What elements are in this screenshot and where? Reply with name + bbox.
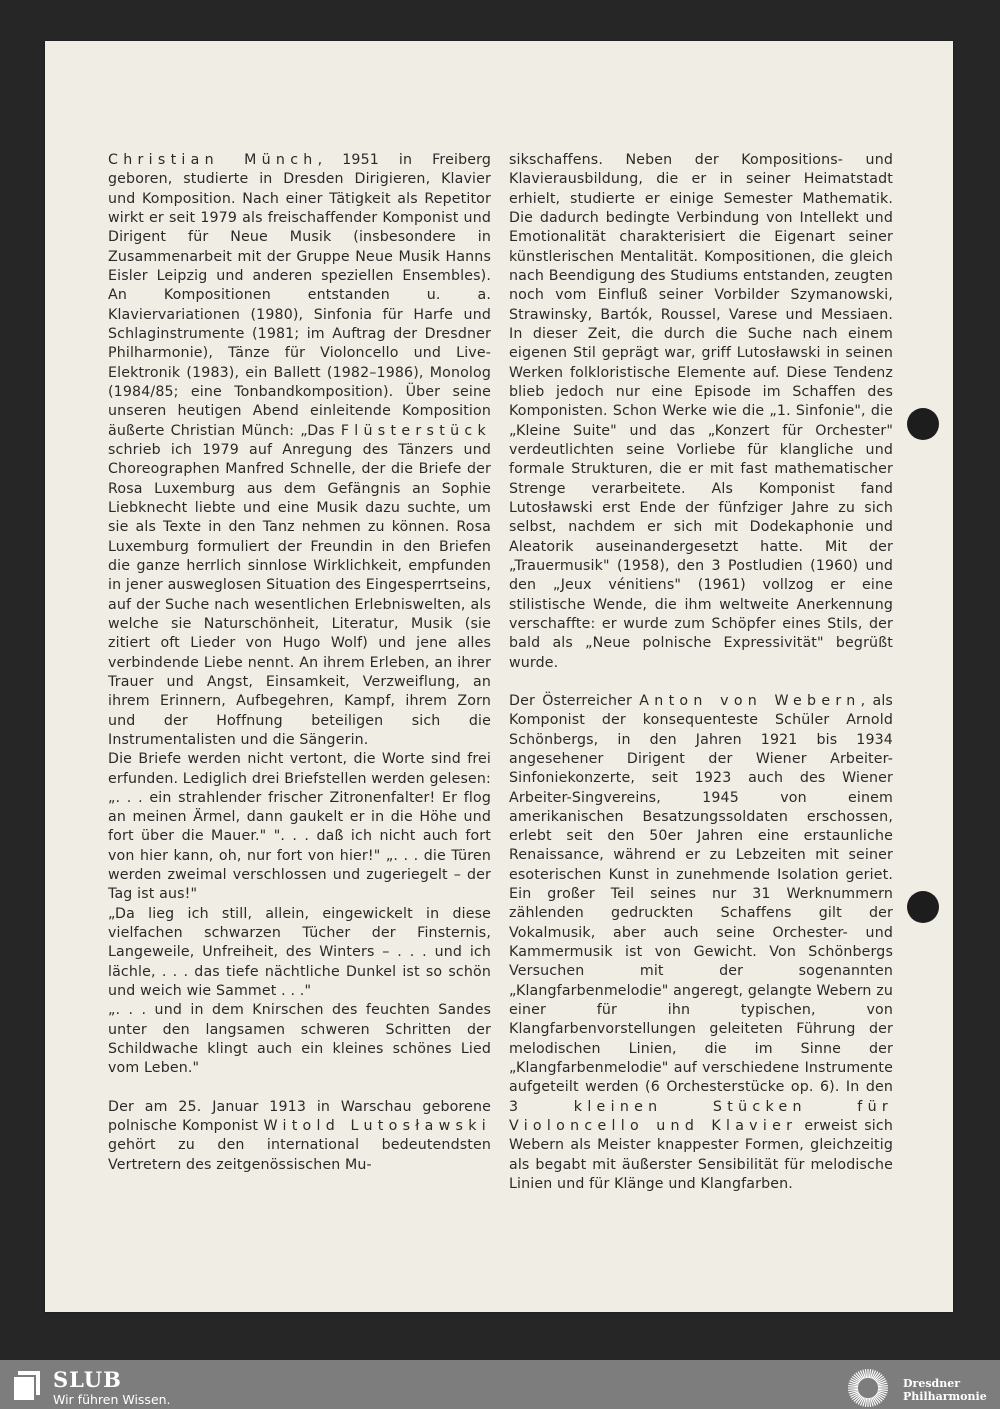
paragraph-muench [108,151,491,750]
paragraph-text: schrieb ich 1979 auf Anregung des Tänzers und Choreographen Manfred Schnelle, der die Briefe der Rosa Luxemburg aus dem Gefängnis an Sophie Liebknecht liebte und eine Musik dazu suchte, um sie als Texte in den Tanz nehmen zu können. Rosa Luxemburg formuliert der Freundin in den Briefen die ganze herrlich sinnlose Wirklichkeit, empfunden in jener ausweglosen Situation des Eingesperrtseins, auf der Suche nach wesentlichen Erlebniswelten, als welche sie Naturschönheit, Literatur, Musik (sie zitiert oft Lieder von Hugo Wolf) und jene alles verbindende Liebe nennt. An ihrem Erleben, an ihrer Trauer und Angst, Einsamkeit, Verzweiflung, an ihrem Erinnern, Aufbegehren, Kampf, ihrem Zorn und der Hoffnung beteiligen sich die Instrumentalisten und die Sängerin. [108,441,491,748]
paragraph-webern [509,692,893,1195]
logo-ray [848,1389,858,1390]
logo-ray [848,1386,858,1387]
left-column [108,151,491,1175]
logo-ray [865,1398,866,1407]
punch-hole [907,891,939,923]
paragraph-lutoslawski-cont: sikschaffens. Neben der Kompositions- und Klavierausbildung, die er in seiner Heimatstadt erhielt, studierte er einige Semester Mathematik. Die dadurch bedingte Verbindung von Intellekt und Emotionalität charakterisiert die Eigenart seiner künstlerischen Mentalität. Kompositionen, die gleich nach Beendigung des Studiums entstanden, zeugten noch vom Einfluß seiner Vorbilder Szymanowski, Strawinsky, Bartók, Roussel, Varese und Messiaen. In dieser Zeit, die durch die Suche nach einem eigenen Stil geprägt war, griff Lutosławski in seinen Werken folkloristische Elemente auf. Diese Tendenz blieb jedoch nur eine Episode im Schaffen des Komponisten. Schon Werke wie die „1. Sinfonie", die „Kleine Suite" und das „Konzert für Orchester" verdeutlichten seine Vorliebe für klangliche und formale Strukturen, die er mit fast mathematischer Strenge verarbeitete. Als Komponist fand Lutosławski erst Ende der fünfziger Jahre zu sich selbst, nachdem er sich mit Dodekaphonie und Aleatorik auseinandergesetzt hatte. Mit der „Trauermusik" (1958), den 3 Postludien (1960) und den „Jeux vénitiens" (1961) vollzog er eine stilistische Wende, die ihm weltweite Anerkennung verschaffte: er wurde zum Schöpfer eines Stils, der bald als „Neue polnische Expressivität" begrüßt wurde. [509,152,893,671]
paragraph-text: Der am 25. Januar 1913 in Warschau geborene polnische Komponist [108,1098,491,1135]
right-column [509,151,893,1194]
partner-name-line1: Dresdner [903,1377,961,1390]
logo-ray [878,1389,888,1390]
philharmonie-logo-icon [842,1367,894,1409]
slub-logo-icon [14,1371,40,1400]
composer-name: Witold Lutosławski [263,1118,491,1135]
composer-name: Anton von Webern [639,692,861,709]
slub-logo-text[interactable]: SLUB [53,1367,122,1392]
paragraph-text: , 1951 in Freiberg geboren, studierte in Dresden Dirigieren, Klavier und Komposition. Nach einer Tätigkeit als Repetitor wirkt er seit 1979 als freischaffender Komponist und Dirigent für Neue Musik (insbesondere in Zusammenarbeit mit der Gruppe Neue Musik Hanns Eisler Leipzig und anderen speziellen Ensembles). An Kompositionen entstanden u. a. Klaviervariationen (1980), Sinfonia für Harfe und Schlaginstrumente (1981; im Auftrag der Dresdner Philharmonie), Tänze für Violoncello und Live-Elektronik (1983), ein Ballett (1982–1986), Monolog (1984/85; eine Tonbandkomposition). Über seine unseren heutigen Abend einleitende Komposition äußerte Christian Münch: „Das [108,152,491,439]
paragraph-gap [108,1079,491,1098]
paragraph-lutoslawski [108,1098,491,1175]
logo-ray [869,1369,870,1378]
logo-ray [865,1369,866,1378]
paragraph-text: gehört zu den international bedeutendsten Vertretern des zeitgenössischen Mu- [108,1137,491,1173]
paragraph-quote-1: „Da lieg ich still, allein, eingewickelt in diese vielfachen schwarzen Tücher der Finsternis, Langeweile, Unfreiheit, des Winters – . . . und ich lächle, . . . das tiefe nächtliche Dunkel ist so schön und weich wie Sammet . . ." [108,905,491,1000]
partner-name-line2: Philharmonie [903,1390,987,1403]
paragraph-text: , als Komponist der konsequenteste Schüler Arnold Schönbergs, in den Jahren 1921 bis 1934 angesehener Dirigent der Wiener Arbeiter-Sinfoniekonzerte, seit 1923 auch des Wiener Arbeiter-Singvereins, 1945 von einem amerikanischen Besatzungssoldaten erschossen, erlebt seit den 50er Jahren eine erstaunliche Renaissance, während er zu Lebzeiten mit seiner esoterischen Kunst in zunehmende Isolation geriet. Ein großer Teil seines nur 31 Werknummern zählenden gedruckten Schaffens gilt der Vokalmusik, aber auch seine Orchester- und Kammermusik ist von Gewicht. Von Schönbergs Versuchen mit der sogenannten „Klangfarbenmelodie" angeregt, gelangte Webern zu einer für ihn typischen, von Klangfarbenvorstellungen geleiteten Führung der melodischen Linien, die im Sinne der „Klangfarbenmelodie" auf verschiedene Instrumente aufgeteilt werden (6 Orchesterstücke op. 6). In den [509,692,893,1096]
work-title: Flüsterstück [340,422,491,439]
paragraph-text: erweist sich Webern als Meister knappester Formen, gleichzeitig als begabt mit äußerster Sensibilität für melodische Linien und für Klänge und Klangfarben. [509,1118,893,1193]
footer-bar [0,1360,1000,1409]
work-title: 3 kleinen Stücken für Violoncello und Klavier [509,1098,893,1135]
paragraph-gap [509,673,893,692]
logo-ray [869,1398,870,1407]
philharmonie-logo-text[interactable] [903,1377,987,1403]
paragraph-text: Der Österreicher [509,692,640,709]
logo-ray [878,1386,888,1387]
punch-hole [907,408,939,440]
paragraph-quote-2: „. . . und in dem Knirschen des feuchten Sandes unter den langsamen schweren Schritten der Schildwache klingt auch ein kleines schönes Lied vom Leben." [108,1002,491,1077]
composer-name: Christian Münch [108,152,318,168]
slub-tagline: Wir führen Wissen. [53,1392,171,1407]
paragraph-letters: Die Briefe werden nicht vertont, die Worte sind frei erfunden. Lediglich drei Briefstellen werden gelesen: „. . . ein strahlender frischer Zitronenfalter! Er flog an meinen Ärmel, dann gaukelt er in die Höhe und fort über die Mauer." ". . . daß ich nicht auch fort von hier kann, oh, nur fort von hier!" „. . . die Türen werden zweimal verschlossen und zugeriegelt – der Tag ist aus!" [108,751,491,903]
